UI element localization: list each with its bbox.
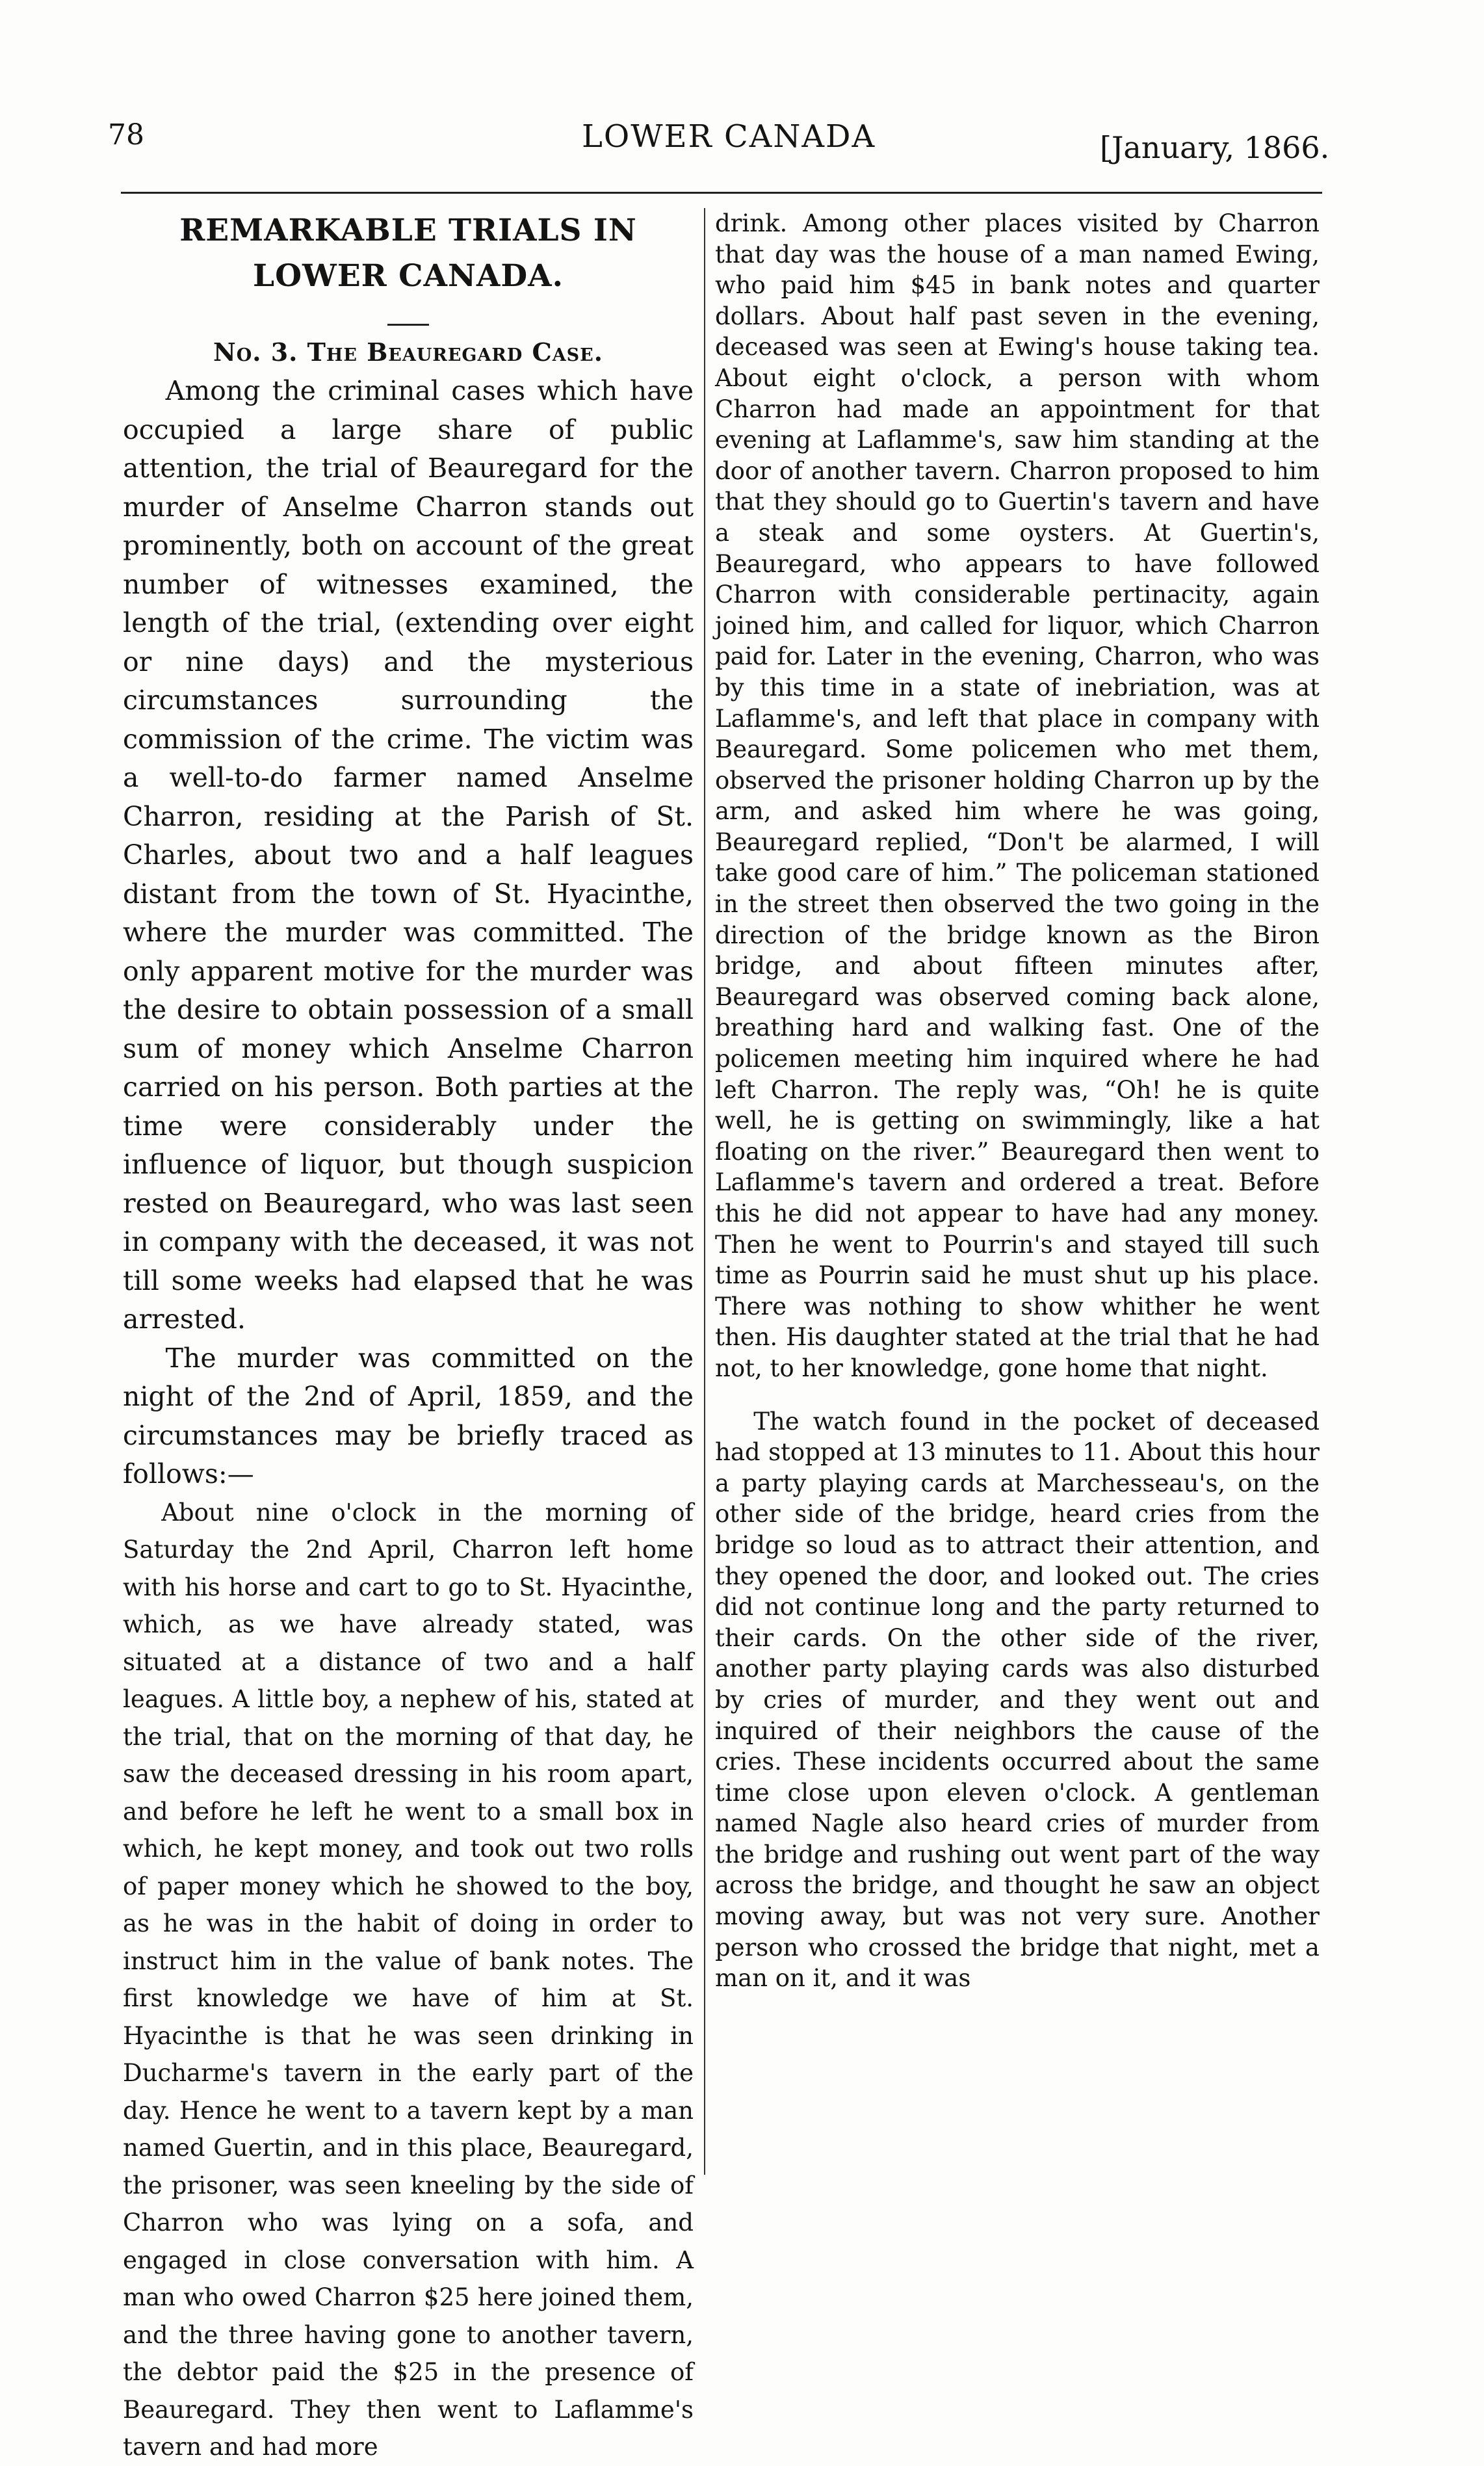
title-rule bbox=[387, 324, 429, 326]
paragraph: drink. Among other places visited by Charron that day was the house of a man named Ewing, who paid him $45 in bank notes and quarter dollars. About half past seven in the evening, deceased was seen at Ewing's house taking tea. About eight o'clock, a person with whom Charron had made an appointment for that evening at Laflamme's, saw him standing at the door of another tavern. Charron proposed to him that they should go to Guertin's tavern and have a steak and some oysters. At Guertin's, Beauregard, who appears to have followed Charron with considerable pertinacity, again joined him, and called for liquor, which Charron paid for. Later in the evening, Charron, who was by this time in a state of inebriation, was at Laflamme's, and left that place in company with Beauregard. Some policemen who met them, observed the prisoner holding Charron up by the arm, and asked him where he was going, Beauregard replied, “Don't be alarmed, I will take good care of him.” The policeman stationed in the street then observed the two going in the direction of the bridge known as the Biron bridge, and about fifteen minutes after, Beauregard was observed coming back alone, breathing hard and walking fast. One of the policemen meeting him inquired where he had left Charron. The reply was, “Oh! he is quite well, he is getting on swimmingly, like a hat floating on the river.” Beauregard then went to Laflamme's tavern and ordered a treat. Before this he did not appear to have had any money. Then he went to Pourrin's and stayed till such time as Pourrin said he must shut up his place. There was nothing to show whither he went then. His daughter stated at the trial that he had not, to her knowledge, gone home that night. bbox=[715, 209, 1320, 1382]
paragraph: About nine o'clock in the morning of Saturday the 2nd April, Charron left home with his horse and cart to go to St. Hyacinthe, which, as we have already stated, was situated at a distance of two and a half leagues. A little boy, a nephew of his, stated at the trial, that on the morning of that day, he saw the deceased dressing in his room apart, and before he left he went to a small box in which, he kept money, and took out two rolls of paper money which he showed to the boy, as he was in the habit of doing in order to instruct him in the value of bank notes. The first knowledge we have of him at St. Hyacinthe is that he was seen drinking in Ducharme's tavern in the early part of the day. Hence he went to a tavern kept by a man named Guertin, and in this place, Beauregard, the prisoner, was seen kneeling by the side of Charron who was lying on a sofa, and engaged in close conversation with him. A man who owed Charron $25 here joined them, and the three having gone to another tavern, the debtor paid the $25 in the presence of Beauregard. They then went to Laflamme's tavern and had more bbox=[123, 1498, 694, 2461]
page-number: 78 bbox=[108, 118, 144, 151]
running-title: LOWER CANADA bbox=[582, 118, 876, 155]
article-title: REMARKABLE TRIALS IN LOWER CANADA. bbox=[179, 213, 637, 294]
paragraph: The murder was committed on the night of the 2nd of April, 1859, and the circumstances may be briefly traced as follows:— bbox=[123, 1342, 694, 1489]
paragraph: The watch found in the pocket of deceased had stopped at 13 minutes to 11. About this hour a party playing cards at Marchesseau's, on the other side of the bridge, heard cries from the bridge so loud as to attract their attention, and they opened the door, and looked out. The cries did not continue long and the party returned to their cards. On the other side of the river, another party playing cards was also disturbed by cries of murder, and they went out and inquired of their neighbors the cause of the cries. These incidents occurred about the same time close upon eleven o'clock. A gentleman named Nagle also heard cries of murder from the bridge and rushing out went part of the way across the bridge, and thought he saw an object moving away, but was not very sure. Another person who crossed the bridge that night, met a man on it, and it was bbox=[715, 1407, 1320, 1993]
paragraph: Among the criminal cases which have occupied a large share of public attention, the trial of Beauregard for the murder of Anselme Charron stands out prominently, both on account of the great number of witnesses examined, the length of the trial, (extending over eight or nine days) and the mysterious circumstances surrounding the commission of the crime. The victim was a well-to-do farmer named Anselme Charron, residing at the Parish of St. Charles, about two and a half leagues distant from the town of St. Hyacinthe, where the murder was committed. The only apparent motive for the murder was the desire to obtain possession of a small sum of money which Anselme Charron carried on his person. Both parties at the time were considerably under the influence of liquor, but though suspicion rested on Beauregard, who was last seen in company with the deceased, it was not till some weeks had elapsed that he was arrested. bbox=[123, 375, 694, 1335]
issue-date: [January, 1866. bbox=[1100, 130, 1330, 165]
column-divider bbox=[704, 208, 705, 2175]
article-subtitle: No. 3. The Beauregard Case. bbox=[213, 337, 603, 367]
left-column bbox=[123, 208, 694, 2466]
right-column bbox=[715, 208, 1320, 1994]
header-rule bbox=[121, 192, 1322, 194]
